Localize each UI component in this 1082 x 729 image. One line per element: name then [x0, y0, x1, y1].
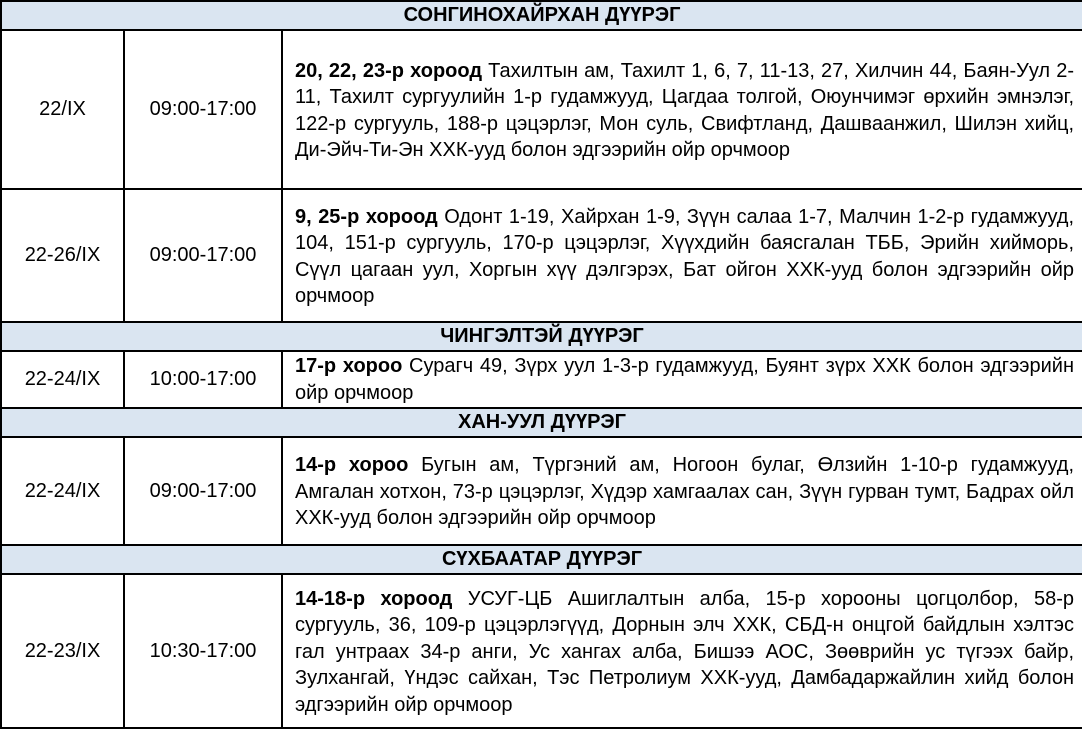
date-cell: 22-26/IX: [1, 189, 124, 322]
district-header-row: [1, 322, 1082, 351]
table-row: [1, 351, 1082, 408]
time-cell: 09:00-17:00: [124, 189, 282, 322]
khoroo-label: 20, 22, 23-р хороод: [295, 59, 483, 82]
khoroo-label: 17-р хороо: [295, 355, 403, 377]
district-header-row: [1, 408, 1082, 437]
khoroo-label: 14-р хороо: [295, 454, 409, 477]
table-row: [1, 437, 1082, 545]
time-cell: 09:00-17:00: [124, 437, 282, 545]
date-cell: 22-24/IX: [1, 351, 124, 408]
location-text: Сурагч 49, Зүрх уул 1-3-р гудамжууд, Буянт зүрх ХХК болон эдгээрийн ойр орчмоор: [295, 355, 1075, 404]
time-cell: 10:30-17:00: [124, 574, 282, 728]
date-cell: 22/IX: [1, 30, 124, 189]
date-cell: 22-23/IX: [1, 574, 124, 728]
district-name: СҮХБААТАР ДҮҮРЭГ: [1, 545, 1082, 574]
district-name: СОНГИНОХАЙРХАН ДҮҮРЭГ: [1, 1, 1082, 30]
table-row: [1, 574, 1082, 728]
description-cell: [282, 574, 1082, 728]
time-cell: 09:00-17:00: [124, 30, 282, 189]
location-text: Тахилтын ам, Тахилт 1, 6, 7, 11-13, 27, Хилчин 44, Баян-Уул 2-11, Тахилт сургуулийн 1-р гудамжууд, Цагдаа толгой, Оюунчимэг өрхийн эмнэлэг, 122-р сургууль, 188-р цэцэрлэг, Мон суль, Свифтланд, Дашваанжил, Шилэн хийц, Ди-Эйч-Ти-Эн ХХК-ууд болон эдгээрийн ойр орчмоор: [295, 59, 1075, 161]
location-text: Одонт 1-19, Хайрхан 1-9, Зүүн салаа 1-7, Малчин 1-2-р гудамжууд, 104, 151-р сургууль, 170-р цэцэрлэг, Хүүхдийн баясгалан ТББ, Эрийн хийморь, Сүүл цагаан уул, Хоргын хүү дэлгэрэх, Бат ойгон ХХК-ууд болон эдгээрийн ойр орчмоор: [295, 205, 1075, 307]
khoroo-label: 14-18-р хороод: [295, 587, 453, 610]
time-cell: 10:00-17:00: [124, 351, 282, 408]
district-header-row: [1, 1, 1082, 30]
khoroo-label: 9, 25-р хороод: [295, 205, 438, 228]
description-cell: [282, 351, 1082, 408]
description-cell: [282, 189, 1082, 322]
location-text: УСУГ-ЦБ Ашиглалтын алба, 15-р хорооны цогцолбор, 58-р сургууль, 36, 109-р цэцэрлэгүүд, Дорнын элч ХХК, СБД-н онцгой байдлын хэлтэс гал унтраах 34-р анги, Ус хангах алба, Бишээ АОС, Зөөврийн ус түгээх байр, Зулхангай, Үндэс сайхан, Тэс Петролиум ХХК-ууд, Дамбадаржайлин хийд болон эдгээрийн ойр орчмоор: [295, 587, 1075, 716]
description-cell: [282, 437, 1082, 545]
date-cell: 22-24/IX: [1, 437, 124, 545]
description-cell: [282, 30, 1082, 189]
district-header-row: [1, 545, 1082, 574]
district-name: ХАН-УУЛ ДҮҮРЭГ: [1, 408, 1082, 437]
location-text: Бугын ам, Түргэний ам, Ногоон булаг, Өлзийн 1-10-р гудамжууд, Амгалан хотхон, 73-р цэцэрлэг, Хүдэр хамгаалах сан, Зүүн гурван тумт, Бадрах ойл ХХК-ууд болон эдгээрийн ойр орчмоор: [295, 454, 1075, 530]
table-row: [1, 189, 1082, 322]
table-row: [1, 30, 1082, 189]
district-name: ЧИНГЭЛТЭЙ ДҮҮРЭГ: [1, 322, 1082, 351]
